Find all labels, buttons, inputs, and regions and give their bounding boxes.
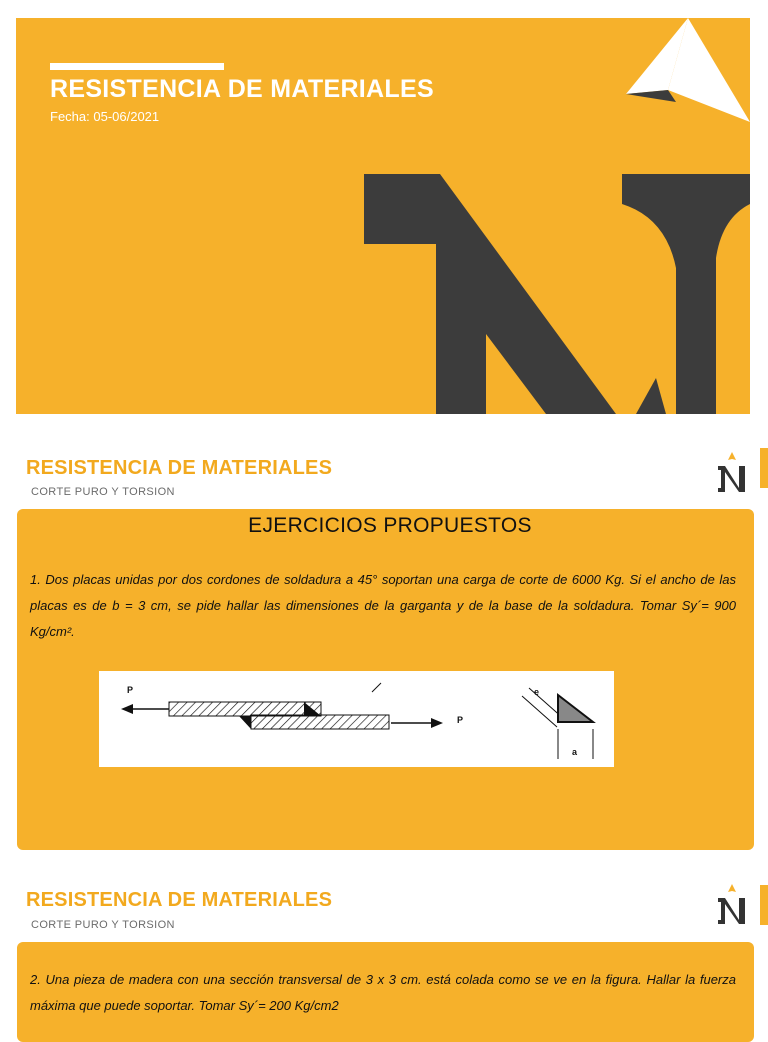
weld-fillet-left (239, 716, 251, 729)
slide2-subtitle: CORTE PURO Y TORSION (31, 486, 175, 498)
exercises-heading: EJERCICIOS PROPUESTOS (248, 514, 532, 537)
slide3-title: RESISTENCIA DE MATERIALES (26, 889, 333, 911)
university-logo-small (712, 450, 752, 496)
slide3-subtitle: CORTE PURO Y TORSION (31, 919, 175, 931)
cover-date: Fecha: 05-06/2021 (50, 109, 160, 124)
problem-1-text: 1. Dos placas unidas por dos cordones de soldadura a 45° soportan una carga de corte de 6000 Kg. Si el ancho de las placas es de b = 3 cm, se pide hallar las dimensiones de la garganta y de la base de la soldadura. Tomar Sy´= 900 Kg/cm². (30, 572, 736, 639)
lower-plate (251, 715, 389, 729)
slide2-side-tab (760, 448, 768, 488)
university-logo-large (16, 18, 750, 414)
label-a: a (572, 747, 578, 757)
cover-slide (16, 18, 750, 414)
weld-diagram (99, 671, 614, 767)
throat-line-1 (522, 696, 557, 727)
right-force-arrowhead (431, 718, 443, 728)
problem-2-text: 2. Una pieza de madera con una sección transversal de 3 x 3 cm. está colada como se ve en la figura. Hallar la fuerza máxima que puede soportar. Tomar Sy´= 200 Kg/cm2 (30, 972, 736, 1013)
slide3-side-tab (760, 885, 768, 925)
label-e: e (534, 687, 540, 697)
left-force-arrowhead (121, 704, 133, 714)
label-p-right: P (457, 715, 464, 725)
cover-title: RESISTENCIA DE MATERIALES (50, 75, 434, 103)
upper-plate (169, 702, 321, 716)
label-p-left: P (127, 685, 134, 695)
weld-figure (99, 671, 614, 767)
university-logo-small-2 (712, 882, 752, 928)
slide2-title: RESISTENCIA DE MATERIALES (26, 457, 333, 479)
weld-triangle (558, 695, 593, 722)
section-tick (372, 683, 381, 692)
